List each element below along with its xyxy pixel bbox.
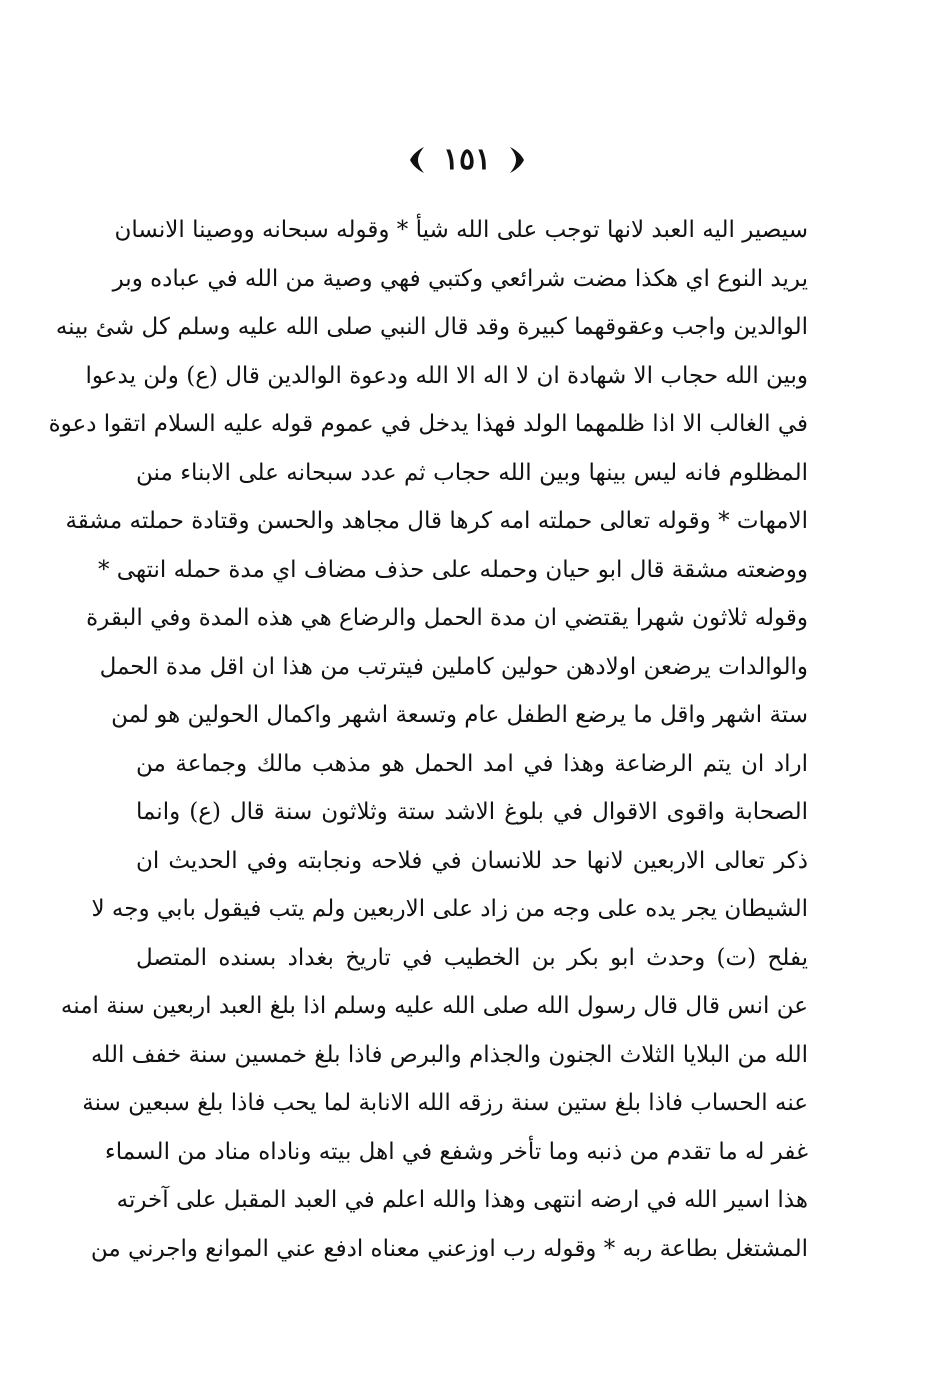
text-line: عن انس قال قال رسول الله صلى الله عليه وسلم اذا بلغ العبد اربعين سنة امنه: [60, 993, 808, 1019]
text-line: ذكر تعالى الاربعين لانها حد للانسان في فلاحه ونجابته وفي الحديث ان: [136, 847, 808, 874]
text-line: هذا اسير الله في ارضه انتهى وهذا والله اعلم في العبد المقبل على آخرته: [116, 1187, 808, 1213]
page-number: ١٥١: [442, 142, 492, 177]
text-line: يفلح (ت) وحدث ابو بكر بن الخطيب في تاريخ بغداد بسنده المتصل: [136, 944, 808, 971]
page-header: [0, 138, 934, 182]
text-line: وقوله ثلاثون شهرا يقتضي ان مدة الحمل والرضاع هي هذه المدة وفي البقرة: [86, 605, 808, 631]
text-line: الوالدين واجب وعقوقهما كبيرة وقد قال النبي صلى الله عليه وسلم كل شئ بينه: [55, 314, 808, 340]
text-line: المشتغل بطاعة ربه * وقوله رب اوزعني معناه ادفع عني الموانع واجرني من: [90, 1235, 808, 1262]
text-line: ستة اشهر واقل ما يرضع الطفل عام وتسعة اشهر واكمال الحولين هو لمن: [111, 702, 808, 728]
ornament-bracket-icon: [407, 145, 429, 175]
text-line: الصحابة واقوى الاقوال في بلوغ الاشد ستة وثلاثون سنة قال (ع) وانما: [136, 799, 808, 825]
body-text: [48, 206, 808, 1273]
text-line: وبين الله حجاب الا شهادة ان لا اله الا الله ودعوة الوالدين قال (ع) ولن يدعوا: [85, 362, 808, 389]
text-line: ووضعته مشقة قال ابو حيان وحمله على حذف مضاف اي مدة حمله انتهى *: [97, 556, 808, 583]
text-line: الامهات * وقوله تعالى حملته امه كرها قال مجاهد والحسن وقتادة حملته مشقة: [65, 508, 808, 534]
text-line: يريد النوع اي هكذا مضت شرائعي وكتبي فهي وصية من الله في عباده وبر: [112, 265, 808, 292]
text-line: سيصير اليه العبد لانها توجب على الله شيأ * وقوله سبحانه ووصينا الانسان: [114, 217, 808, 243]
text-line: والوالدات يرضعن اولادهن حولين كاملين فيترتب من هذا ان اقل مدة الحمل: [99, 653, 808, 680]
text-line: عنه الحساب فاذا بلغ ستين سنة رزقه الله الانابة لما يحب فاذا بلغ سبعين سنة: [82, 1090, 808, 1116]
text-line: غفر له ما تقدم من ذنبه وما تأخر وشفع في اهل بيته وناداه مناد من السماء: [104, 1138, 808, 1165]
ornament-bracket-icon: [505, 145, 527, 175]
text-line: في الغالب الا اذا ظلمهما الولد فهذا يدخل في عموم قوله عليه السلام اتقوا دعوة: [48, 411, 808, 437]
text-line: الشيطان يجر يده على وجه من زاد على الاربعين ولم يتب فيقول بابي وجه لا: [91, 896, 808, 922]
text-line: اراد ان يتم الرضاعة وهذا في امد الحمل هو مذهب مالك وجماعة من: [136, 750, 808, 777]
text-line: المظلوم فانه ليس بينها وبين الله حجاب ثم عدد سبحانه على الابناء منن: [136, 459, 808, 486]
text-line: الله من البلايا الثلاث الجنون والجذام والبرص فاذا بلغ خمسين سنة خفف الله: [91, 1041, 808, 1068]
